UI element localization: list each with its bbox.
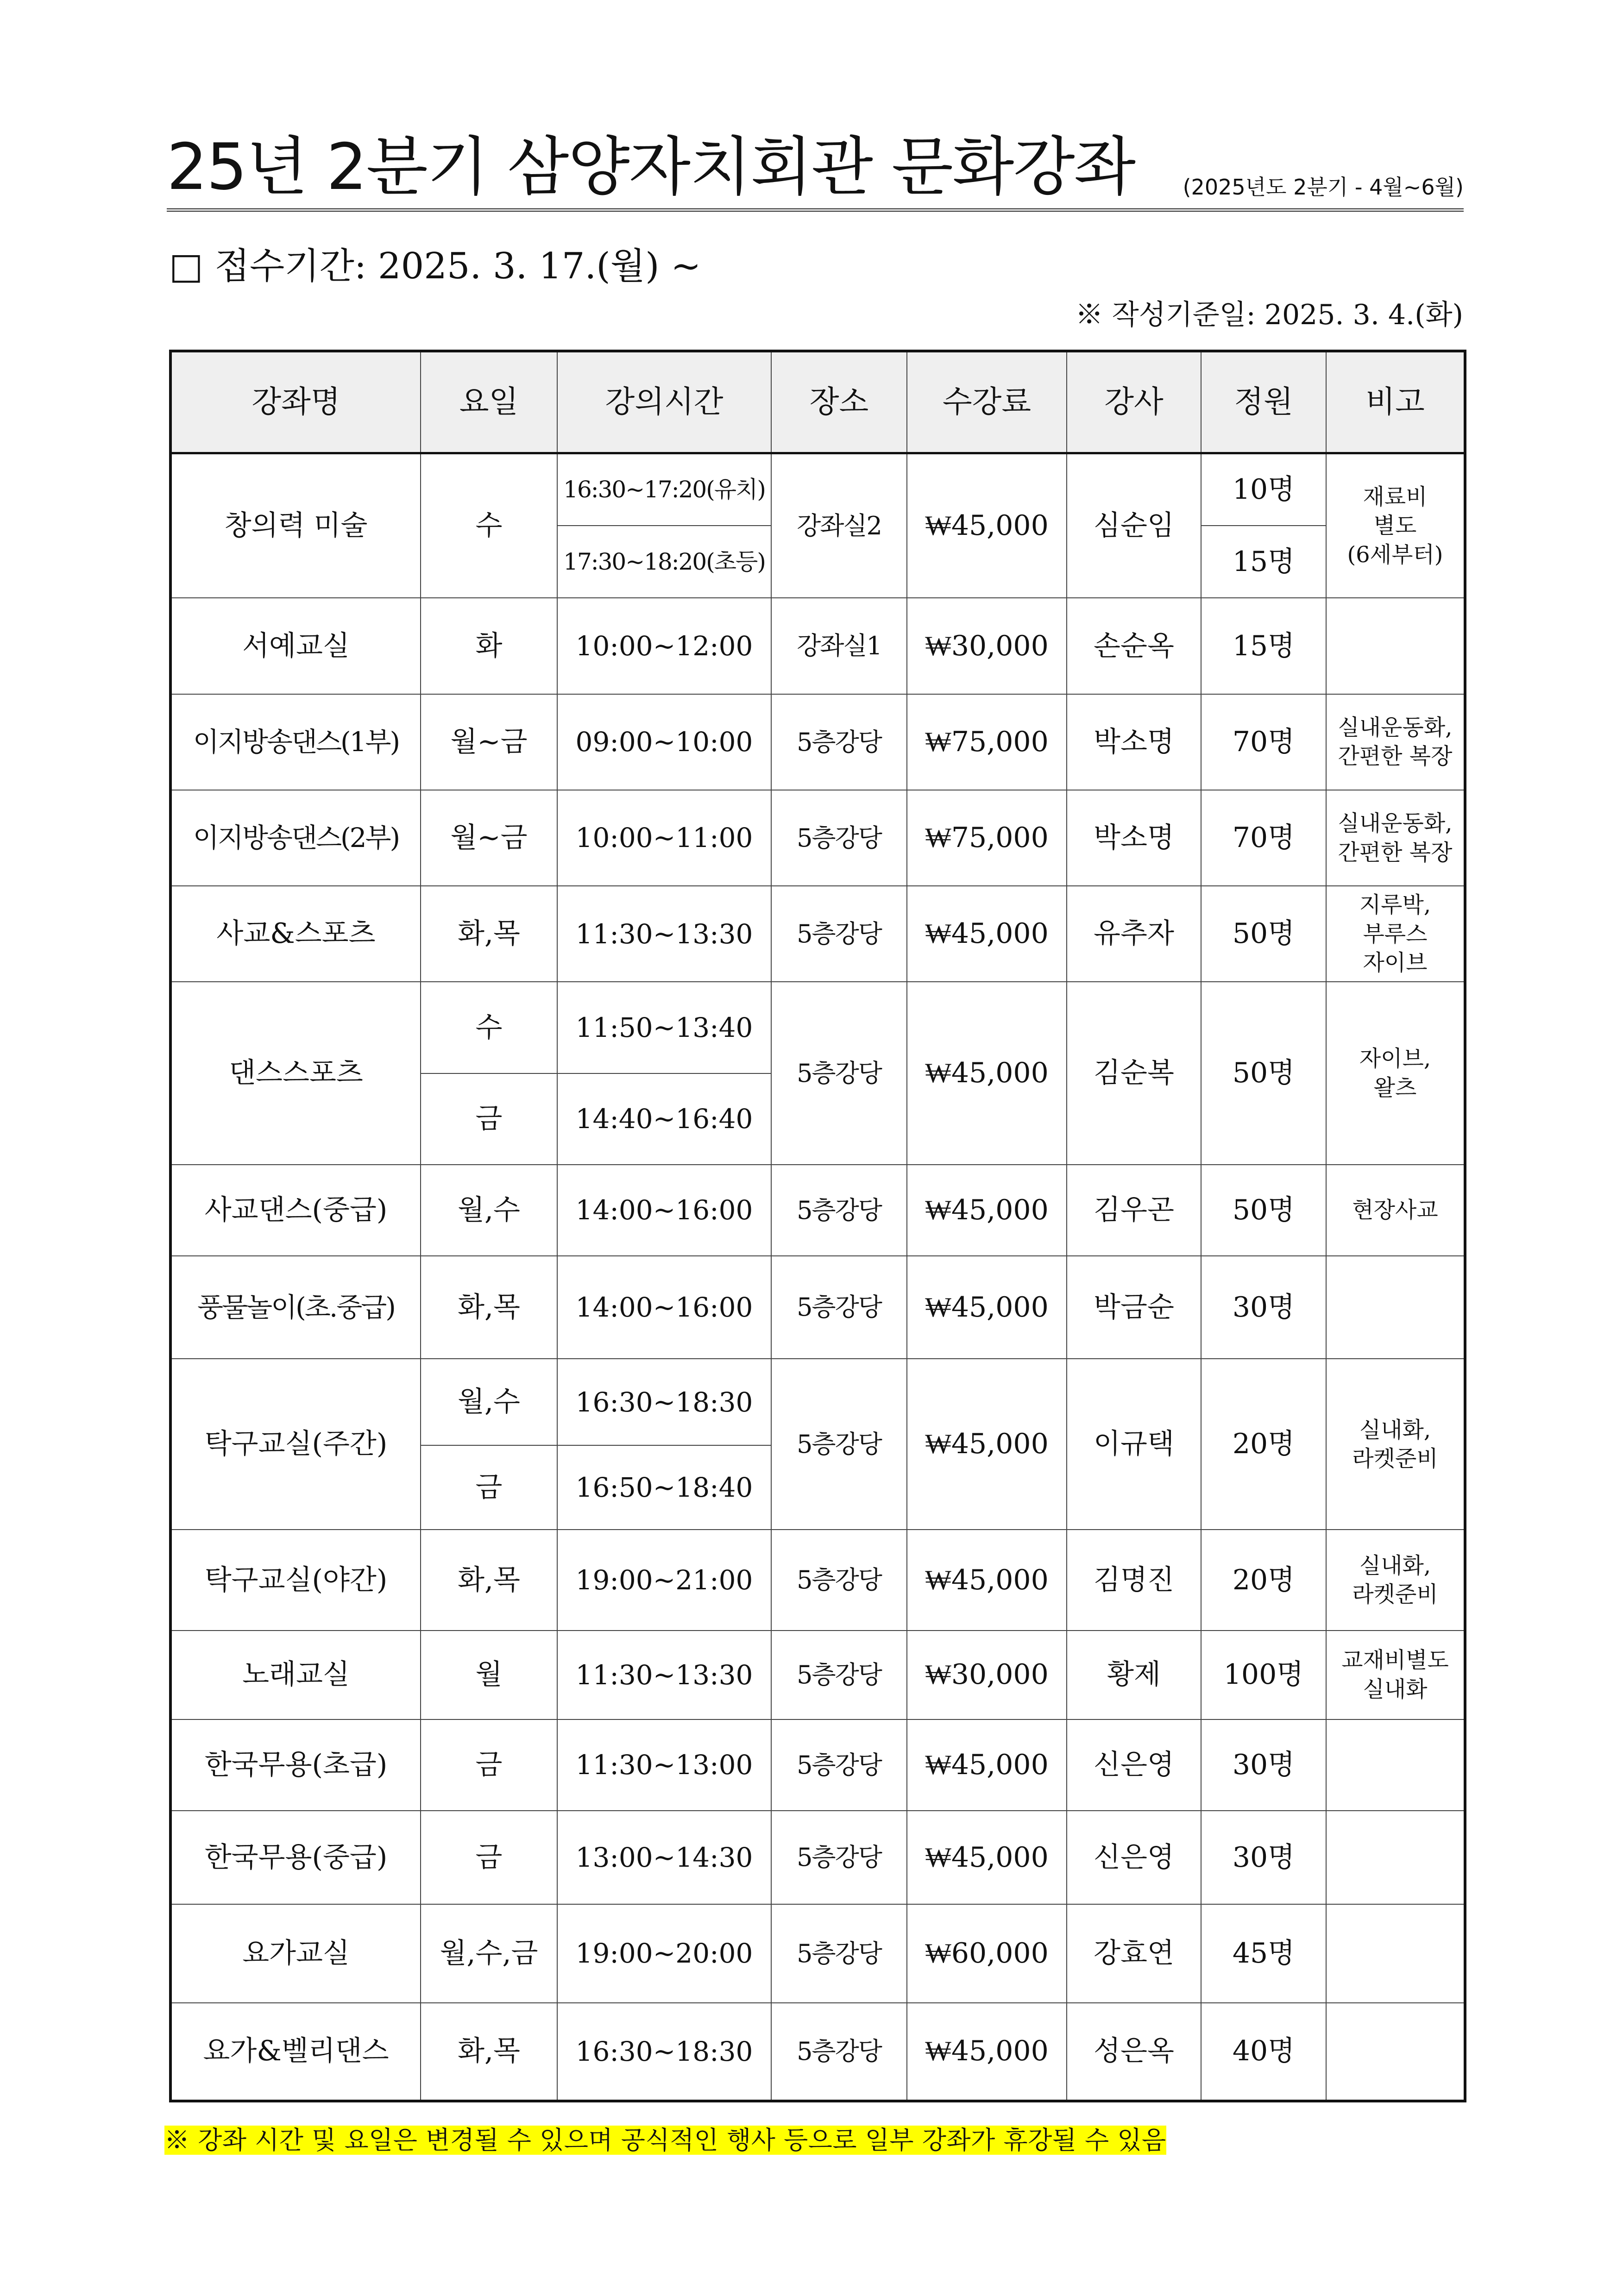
course-time: 10:00~11:00	[557, 790, 771, 886]
table-row	[170, 453, 1465, 526]
course-time: 11:30~13:00	[557, 1719, 771, 1811]
course-capacity: 70명	[1201, 694, 1326, 790]
course-time: 10:00~12:00	[557, 598, 771, 694]
course-fee: ₩45,000	[907, 453, 1067, 598]
course-note	[1326, 1811, 1465, 1904]
course-fee: ₩45,000	[907, 1811, 1067, 1904]
course-name: 창의력 미술	[170, 453, 421, 598]
course-day: 월,수	[421, 1359, 557, 1445]
course-time: 11:30~13:30	[557, 1631, 771, 1719]
course-instructor: 심순임	[1067, 453, 1201, 598]
course-location: 5층강당	[771, 1256, 907, 1359]
course-location: 5층강당	[771, 1719, 907, 1811]
course-note	[1326, 1256, 1465, 1359]
header-course-name: 강좌명	[170, 351, 421, 453]
course-day: 화,목	[421, 1530, 557, 1630]
course-day: 금	[421, 1445, 557, 1530]
course-capacity: 30명	[1201, 1719, 1326, 1811]
course-day: 수	[421, 982, 557, 1073]
header-fee: 수강료	[907, 351, 1067, 453]
course-name: 한국무용(중급)	[170, 1811, 421, 1904]
course-time: 16:50~18:40	[557, 1445, 771, 1530]
course-capacity: 50명	[1201, 982, 1326, 1164]
table-row	[170, 1719, 1465, 1811]
course-capacity: 20명	[1201, 1530, 1326, 1630]
course-fee: ₩30,000	[907, 598, 1067, 694]
table-row	[170, 790, 1465, 886]
course-note: 자이브, 왈츠	[1326, 982, 1465, 1164]
course-fee: ₩45,000	[907, 1719, 1067, 1811]
course-time: 09:00~10:00	[557, 694, 771, 790]
course-location: 5층강당	[771, 2003, 907, 2101]
course-location: 5층강당	[771, 1811, 907, 1904]
header-time: 강의시간	[557, 351, 771, 453]
table-header-row	[170, 351, 1465, 453]
title-main: 25년 2분기 삼양자치회관 문화강좌	[167, 130, 1135, 204]
course-time: 14:40~16:40	[557, 1073, 771, 1165]
course-day: 화,목	[421, 2003, 557, 2101]
course-instructor: 박금순	[1067, 1256, 1201, 1359]
table-row	[170, 1256, 1465, 1359]
course-name: 댄스스포츠	[170, 982, 421, 1164]
course-time: 14:00~16:00	[557, 1256, 771, 1359]
course-fee: ₩45,000	[907, 1530, 1067, 1630]
table-row	[170, 886, 1465, 982]
course-capacity: 45명	[1201, 1904, 1326, 2002]
header-note: 비고	[1326, 351, 1465, 453]
course-capacity: 100명	[1201, 1631, 1326, 1719]
header-location: 장소	[771, 351, 907, 453]
course-instructor: 성은옥	[1067, 2003, 1201, 2101]
course-name: 탁구교실(야간)	[170, 1530, 421, 1630]
course-fee: ₩45,000	[907, 2003, 1067, 2101]
course-instructor: 김순복	[1067, 982, 1201, 1164]
course-instructor: 이규택	[1067, 1359, 1201, 1530]
course-day: 월,수,금	[421, 1904, 557, 2002]
course-time: 19:00~21:00	[557, 1530, 771, 1630]
course-table	[169, 350, 1466, 2102]
course-location: 5층강당	[771, 1904, 907, 2002]
header-day: 요일	[421, 351, 557, 453]
course-time: 11:30~13:30	[557, 886, 771, 982]
title-subtitle: (2025년도 2분기 - 4월~6월)	[1183, 175, 1464, 200]
table-row	[170, 1811, 1465, 1904]
course-day: 월,수	[421, 1165, 557, 1256]
table-row	[170, 1359, 1465, 1445]
course-location: 5층강당	[771, 1631, 907, 1719]
course-name: 이지방송댄스(2부)	[170, 790, 421, 886]
table-row	[170, 694, 1465, 790]
course-time: 17:30~18:20(초등)	[557, 526, 771, 598]
course-note	[1326, 2003, 1465, 2101]
written-date: ※ 작성기준일: 2025. 3. 4.(화)	[1075, 299, 1463, 331]
course-capacity: 70명	[1201, 790, 1326, 886]
course-name: 한국무용(초급)	[170, 1719, 421, 1811]
course-note: 교재비별도 실내화	[1326, 1631, 1465, 1719]
course-day: 금	[421, 1811, 557, 1904]
table-row	[170, 1631, 1465, 1719]
course-location: 5층강당	[771, 694, 907, 790]
course-fee: ₩45,000	[907, 1165, 1067, 1256]
course-note: 실내운동화, 간편한 복장	[1326, 694, 1465, 790]
notice-text: ※ 강좌 시간 및 요일은 변경될 수 있으며 공식적인 행사 등으로 일부 강좌가 휴강될 수 있음	[164, 2126, 1166, 2155]
course-name: 탁구교실(주간)	[170, 1359, 421, 1530]
course-day: 화,목	[421, 1256, 557, 1359]
course-day: 월~금	[421, 790, 557, 886]
course-capacity: 50명	[1201, 886, 1326, 982]
course-day: 화	[421, 598, 557, 694]
course-capacity: 15명	[1201, 526, 1326, 598]
course-day: 금	[421, 1073, 557, 1165]
notice-footnote	[164, 2126, 1464, 2155]
course-name: 요가&벨리댄스	[170, 2003, 421, 2101]
course-instructor: 김명진	[1067, 1530, 1201, 1630]
course-fee: ₩45,000	[907, 1256, 1067, 1359]
course-capacity: 30명	[1201, 1256, 1326, 1359]
table-row	[170, 1904, 1465, 2002]
course-time: 16:30~18:30	[557, 2003, 771, 2101]
course-day: 월	[421, 1631, 557, 1719]
course-fee: ₩45,000	[907, 1359, 1067, 1530]
course-instructor: 김우곤	[1067, 1165, 1201, 1256]
table-row	[170, 1530, 1465, 1630]
course-capacity: 40명	[1201, 2003, 1326, 2101]
course-location: 강좌실1	[771, 598, 907, 694]
course-location: 5층강당	[771, 982, 907, 1164]
course-note: 재료비 별도 (6세부터)	[1326, 453, 1465, 598]
course-fee: ₩60,000	[907, 1904, 1067, 2002]
table-row	[170, 1165, 1465, 1256]
course-instructor: 신은영	[1067, 1811, 1201, 1904]
course-capacity: 20명	[1201, 1359, 1326, 1530]
course-location: 강좌실2	[771, 453, 907, 598]
course-note: 지루박, 부루스 자이브	[1326, 886, 1465, 982]
course-instructor: 황제	[1067, 1631, 1201, 1719]
course-location: 5층강당	[771, 790, 907, 886]
table-row	[170, 598, 1465, 694]
course-instructor: 강효연	[1067, 1904, 1201, 2002]
course-capacity: 30명	[1201, 1811, 1326, 1904]
course-time: 16:30~18:30	[557, 1359, 771, 1445]
course-time: 16:30~17:20(유치)	[557, 453, 771, 526]
course-name: 이지방송댄스(1부)	[170, 694, 421, 790]
course-note: 현장사교	[1326, 1165, 1465, 1256]
header-instructor: 강사	[1067, 351, 1201, 453]
course-name: 노래교실	[170, 1631, 421, 1719]
course-time: 11:50~13:40	[557, 982, 771, 1073]
course-note	[1326, 1719, 1465, 1811]
document-title	[167, 130, 1464, 212]
course-time: 14:00~16:00	[557, 1165, 771, 1256]
course-note: 실내화, 라켓준비	[1326, 1359, 1465, 1530]
course-name: 요가교실	[170, 1904, 421, 2002]
course-name: 풍물놀이(초.중급)	[170, 1256, 421, 1359]
course-location: 5층강당	[771, 1359, 907, 1530]
course-fee: ₩75,000	[907, 790, 1067, 886]
course-note	[1326, 1904, 1465, 2002]
course-location: 5층강당	[771, 1165, 907, 1256]
course-day: 수	[421, 453, 557, 598]
reception-period: □ 접수기간: 2025. 3. 17.(월) ~	[169, 245, 701, 287]
course-day: 월~금	[421, 694, 557, 790]
course-name: 사교댄스(중급)	[170, 1165, 421, 1256]
course-instructor: 손순옥	[1067, 598, 1201, 694]
course-fee: ₩45,000	[907, 982, 1067, 1164]
course-note	[1326, 598, 1465, 694]
course-instructor: 박소명	[1067, 694, 1201, 790]
table-row	[170, 2003, 1465, 2101]
course-fee: ₩45,000	[907, 886, 1067, 982]
course-instructor: 유추자	[1067, 886, 1201, 982]
course-location: 5층강당	[771, 886, 907, 982]
course-fee: ₩30,000	[907, 1631, 1067, 1719]
course-capacity: 15명	[1201, 598, 1326, 694]
course-note: 실내운동화, 간편한 복장	[1326, 790, 1465, 886]
course-day: 금	[421, 1719, 557, 1811]
course-note: 실내화, 라켓준비	[1326, 1530, 1465, 1630]
table-row	[170, 982, 1465, 1073]
course-name: 사교&스포츠	[170, 886, 421, 982]
course-capacity: 10명	[1201, 453, 1326, 526]
course-day: 화,목	[421, 886, 557, 982]
course-location: 5층강당	[771, 1530, 907, 1630]
course-fee: ₩75,000	[907, 694, 1067, 790]
course-time: 19:00~20:00	[557, 1904, 771, 2002]
course-name: 서예교실	[170, 598, 421, 694]
course-instructor: 박소명	[1067, 790, 1201, 886]
course-capacity: 50명	[1201, 1165, 1326, 1256]
header-capacity: 정원	[1201, 351, 1326, 453]
course-instructor: 신은영	[1067, 1719, 1201, 1811]
course-time: 13:00~14:30	[557, 1811, 771, 1904]
